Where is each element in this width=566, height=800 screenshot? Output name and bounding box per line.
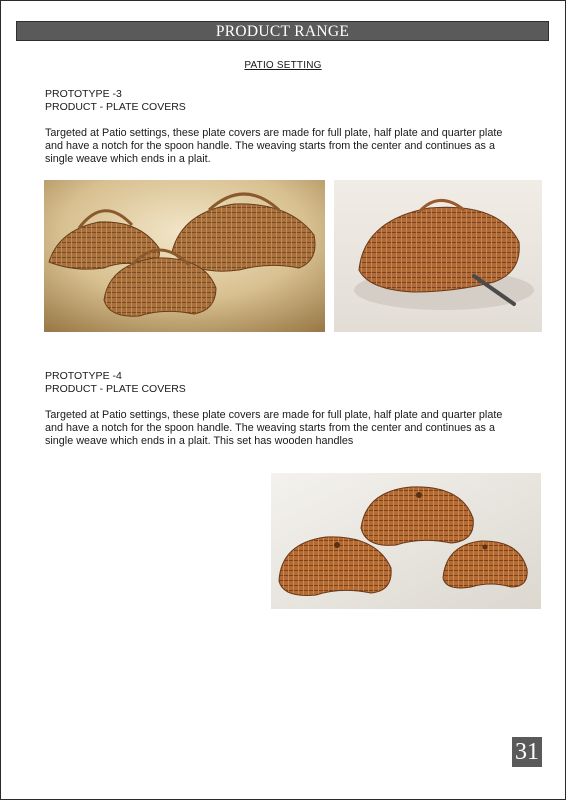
prototype-3-description [45,127,545,166]
photo-plate-cover-with-spoon [334,180,542,332]
prototype-3-product-label: PRODUCT - PLATE COVERS [45,101,186,113]
prototype-3-label: PROTOTYPE -3 [45,88,122,100]
description-line: single weave which ends in a plait. This set has wooden handles [45,435,354,447]
section-title: PATIO SETTING [244,60,322,71]
description-line: and have a notch for the spoon handle. The weaving starts from the center and continues as a [45,140,495,152]
description-line: and have a notch for the spoon handle. The weaving starts from the center and continues as a [45,422,495,434]
prototype-4-description [45,409,545,448]
photo-three-plate-covers-with-handles [44,180,325,332]
description-line: single weave which ends in a plait. [45,153,211,165]
description-line: Targeted at Patio settings, these plate covers are made for full plate, half plate and quarter plate [45,127,503,139]
description-line: Targeted at Patio settings, these plate covers are made for full plate, half plate and quarter plate [45,409,503,421]
photo-plate-covers-wooden-handles [271,473,541,609]
prototype-4-label: PROTOTYPE -4 [45,370,122,382]
page-header-banner: PRODUCT RANGE [16,21,549,41]
prototype-4-product-label: PRODUCT - PLATE COVERS [45,383,186,395]
page-number: 31 [512,737,542,767]
